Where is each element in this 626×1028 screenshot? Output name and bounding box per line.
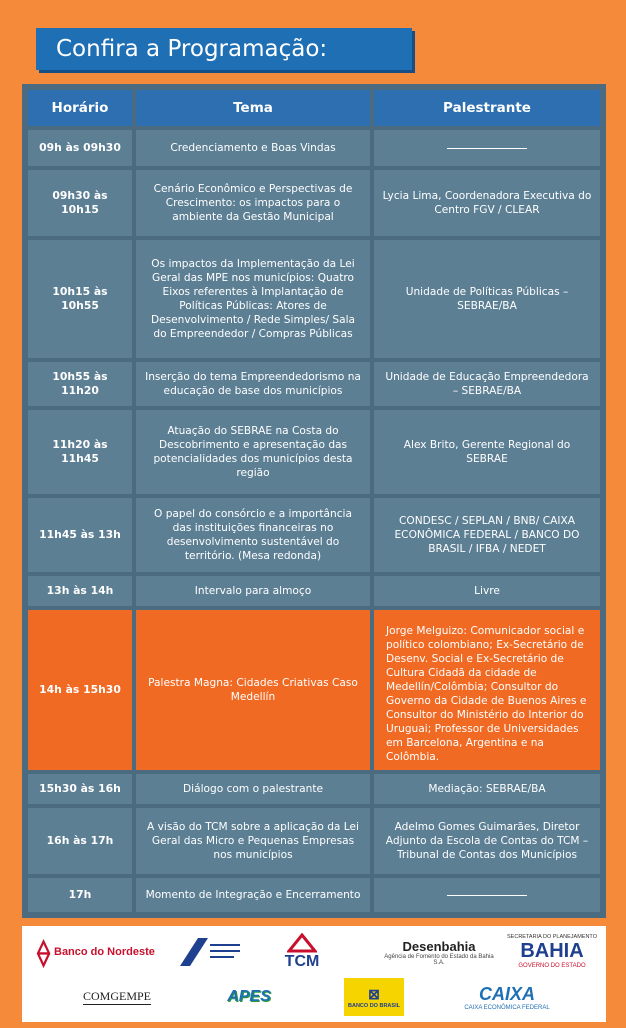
speaker-cell [374,878,600,912]
speaker-cell: CONDESC / SEPLAN / BNB/ CAIXA ECONÔMICA FEDERAL / BANCO DO BRASIL / IFBA / NEDET [374,498,600,572]
time-cell: 09h30 às 10h15 [28,170,132,236]
time-cell: 10h55 às 11h20 [28,362,132,406]
desenbahia-logo: Desenbahia Agência de Fomento do Estado da Bahia S.A. [384,938,494,966]
speaker-cell: Livre [374,576,600,606]
apes-logo: APES [227,988,271,1005]
bb-logo: ⊠ BANCO DO BRASIL [344,978,404,1016]
topic-cell: Intervalo para almoço [136,576,370,606]
topic-cell: A visão do TCM sobre a aplicação da Lei Geral das Micro e Pequenas Empresas nos municípios [136,808,370,874]
speaker-cell: Adelmo Gomes Guimarães, Diretor Adjunto da Escola de Contas do TCM – Tribunal de Contas dos Municípios [374,808,600,874]
topic-cell: Palestra Magna: Cidades Criativas Caso Medellín [136,610,370,770]
speaker-cell: Unidade de Políticas Públicas – SEBRAE/BA [374,240,600,358]
camara-logo [162,934,252,970]
topic-cell: Cenário Econômico e Perspectivas de Crescimento: os impactos para o ambiente da Gestão Municipal [136,170,370,236]
header-speaker: Palestrante [374,90,600,126]
sponsor-logos [22,926,606,1022]
topic-cell: Credenciamento e Boas Vindas [136,130,370,166]
time-cell: 11h45 às 13h [28,498,132,572]
topic-cell: O papel do consórcio e a importância das instituições financeiras no desenvolvimento sustentável do território. (Mesa redonda) [136,498,370,572]
empty-dash [447,895,527,896]
bahia-logo: SECRETARIA DO PLANEJAMENTO BAHIA GOVERNO DO ESTADO [507,933,597,969]
header-time: Horário [28,90,132,126]
time-cell: 14h às 15h30 [28,610,132,770]
speaker-cell: Unidade de Educação Empreendedora – SEBRAE/BA [374,362,600,406]
time-cell: 11h20 às 11h45 [28,410,132,494]
speaker-cell: Jorge Melguizo: Comunicador social e político colombiano; Ex-Secretário de Desenv. Social e Ex-Secretário de Cultura Cidadã da cidade de Medellín/Colômbia; Consultor do Governo da Cidade de Buenos Aires e Consultor do Ministério do Interior do Uruguai; Professor de Universidades em Barcelona, Argentina e na Colômbia. [374,610,600,770]
bnb-logo: ⟠ Banco do Nordeste [37,936,155,967]
time-cell: 09h às 09h30 [28,130,132,166]
comgempe-logo: COMGEMPE [82,989,151,1003]
time-cell: 15h30 às 16h [28,774,132,804]
time-cell: 13h às 14h [28,576,132,606]
topic-cell: Diálogo com o palestrante [136,774,370,804]
speaker-cell: Lycia Lima, Coordenadora Executiva do Centro FGV / CLEAR [374,170,600,236]
caixa-logo: CAIXA CAIXA ECONÔMICA FEDERAL [464,983,550,1011]
tcm-logo: TCM [262,932,342,972]
speaker-cell [374,130,600,166]
topic-cell: Inserção do tema Empreendedorismo na educação de base dos municípios [136,362,370,406]
empty-dash [447,148,527,149]
time-cell: 17h [28,878,132,912]
topic-cell: Atuação do SEBRAE na Costa do Descobrimento e apresentação das potencialidades dos municípios desta região [136,410,370,494]
time-cell: 16h às 17h [28,808,132,874]
schedule-table [22,84,606,918]
page-title: Confira a Programação: [36,28,412,70]
speaker-cell: Alex Brito, Gerente Regional do SEBRAE [374,410,600,494]
time-cell: 10h15 às 10h55 [28,240,132,358]
header-topic: Tema [136,90,370,126]
speaker-cell: Mediação: SEBRAE/BA [374,774,600,804]
topic-cell: Momento de Integração e Encerramento [136,878,370,912]
topic-cell: Os impactos da Implementação da Lei Geral das MPE nos municípios: Quatro Eixos referentes à Implantação de Políticas Públicas: Atores de Desenvolvimento / Rede Simples/ Sala do Empreendedor / Compras Públicas [136,240,370,358]
